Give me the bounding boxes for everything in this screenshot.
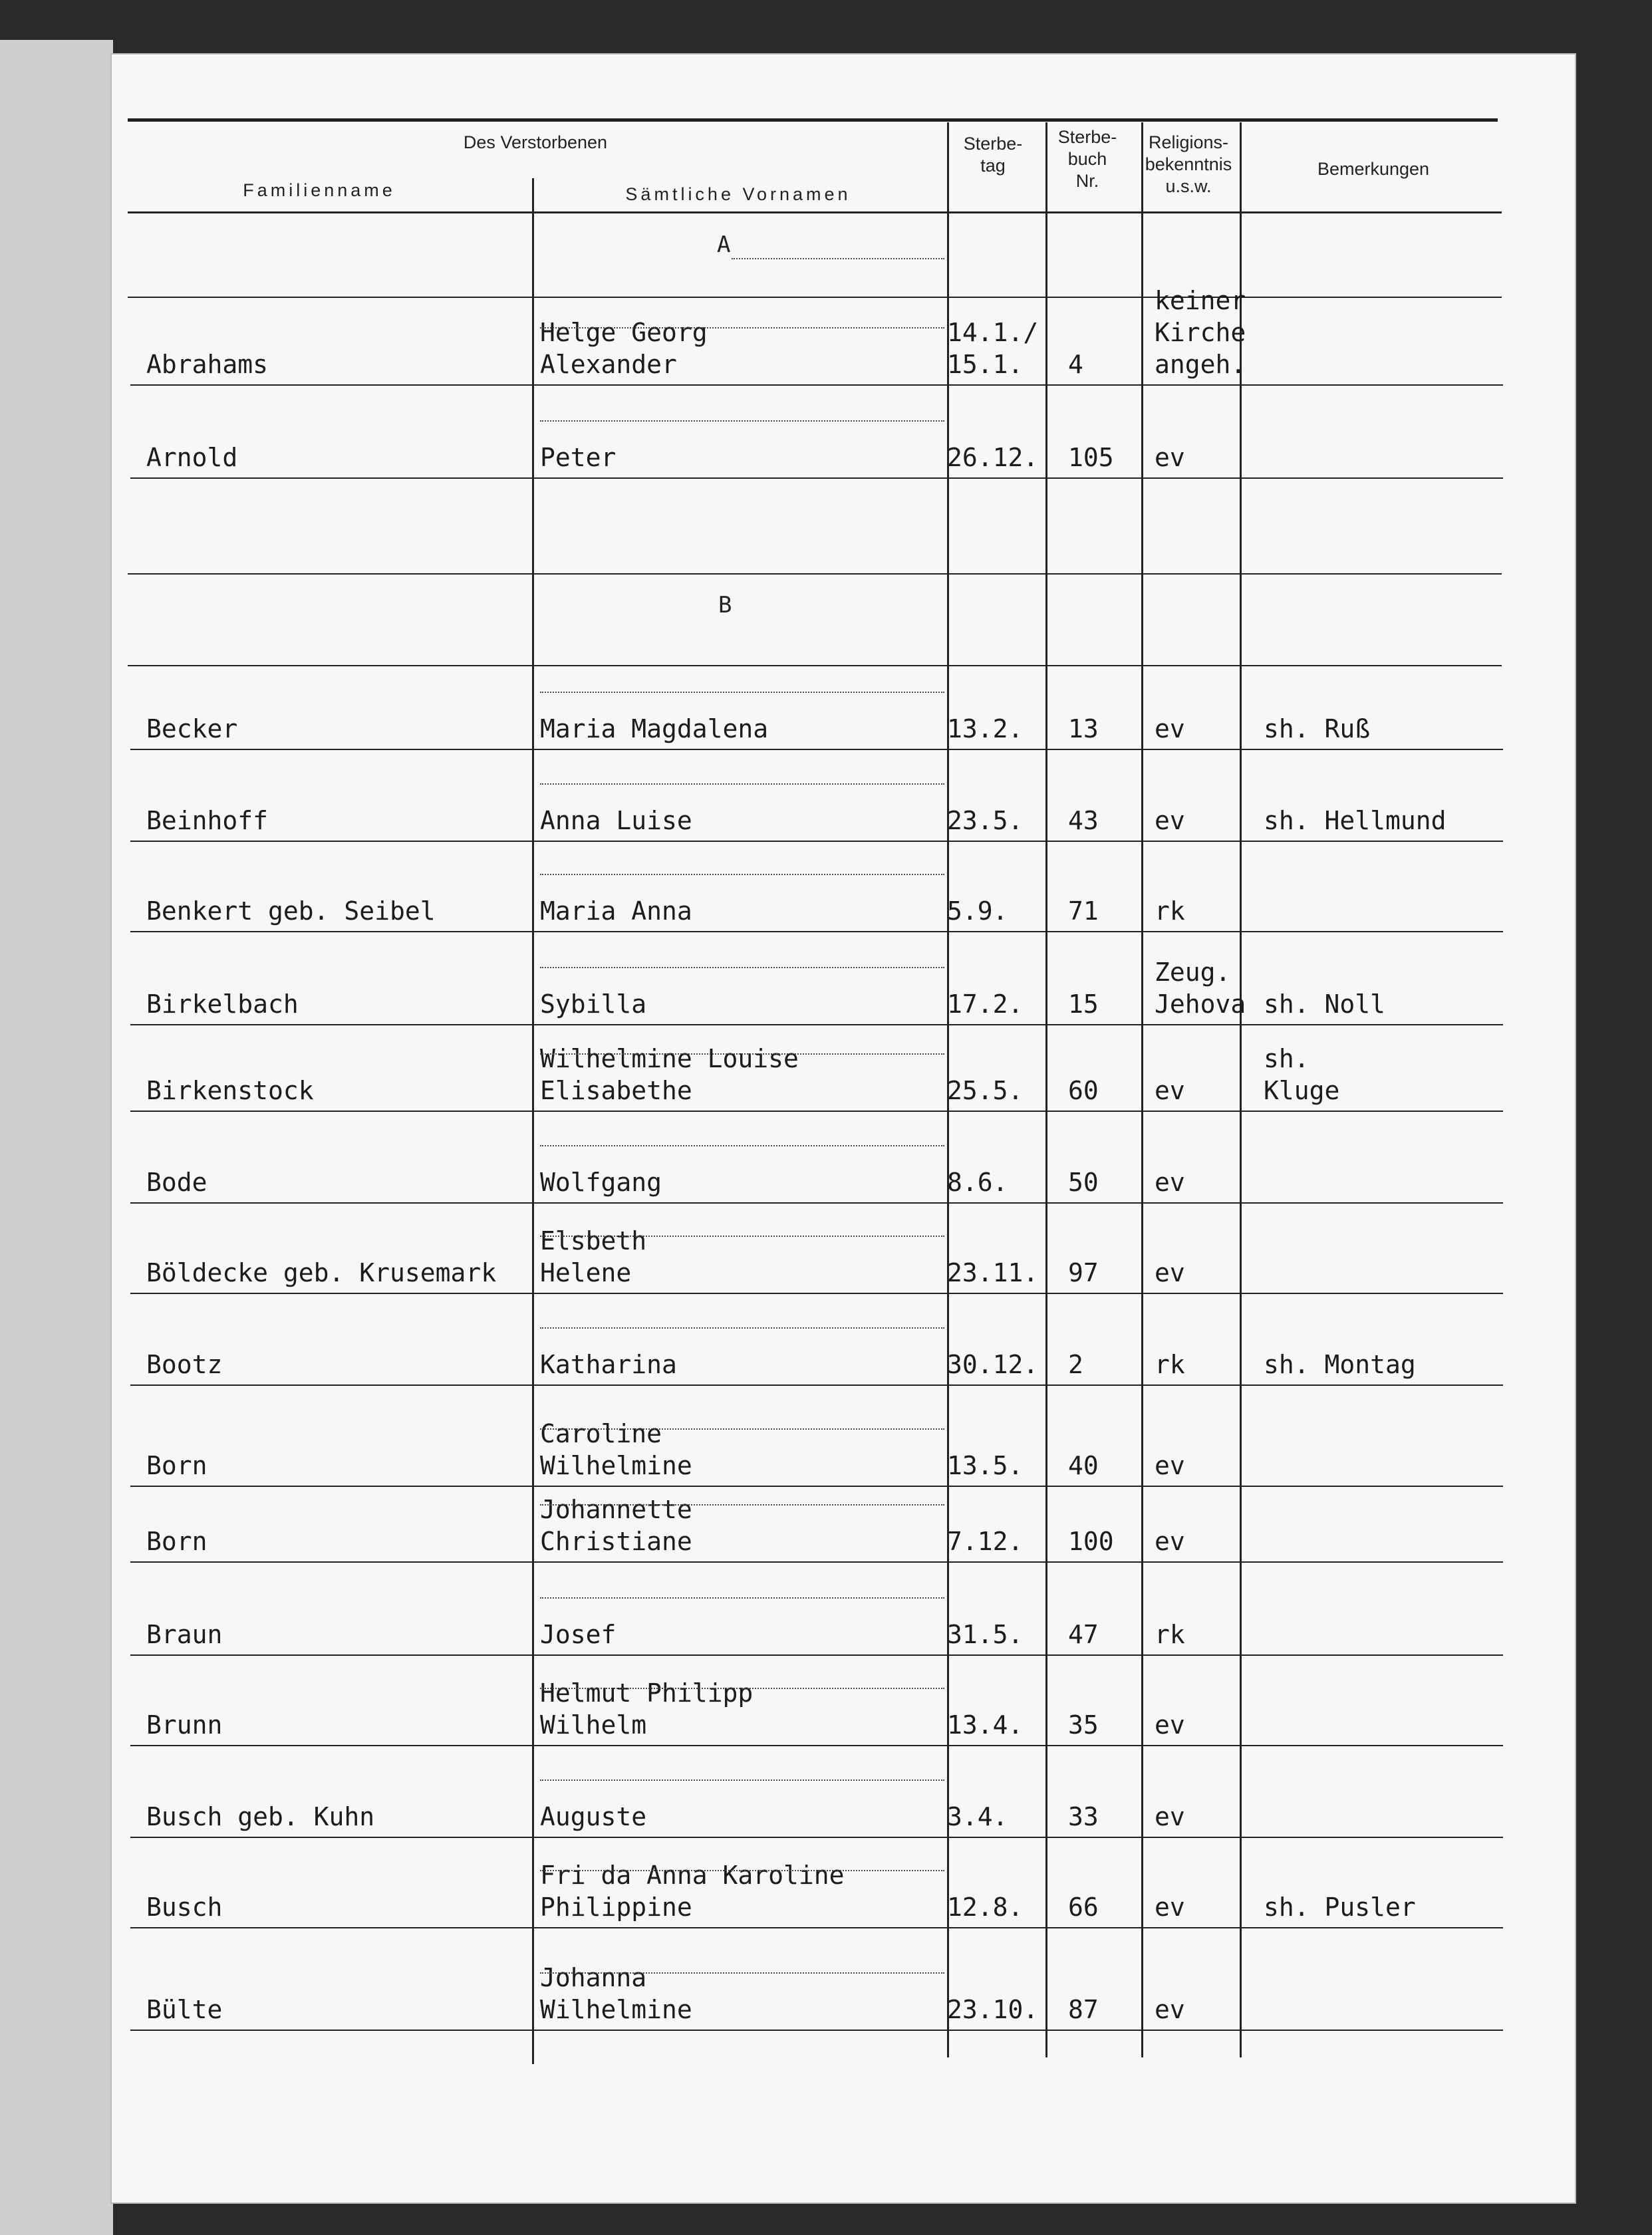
row-book-number: 50: [1068, 1168, 1099, 1197]
row-given-names-line2: Wilhelmine: [540, 1995, 692, 2024]
row-surname-line1: Bülte: [146, 1995, 223, 2024]
row-death-day-line1: 14.1./: [947, 318, 1039, 347]
row-surname-line1: Böldecke geb. Krusemark: [146, 1258, 497, 1287]
row-religion-line1: rk: [1155, 1350, 1185, 1379]
row-given-names-line1: Maria Magdalena: [540, 714, 769, 743]
row-given-names-line2: Wilhelmine: [540, 1451, 692, 1480]
row-dotted-guide: [540, 1145, 944, 1146]
header-given-names: Sämtliche Vornamen: [625, 184, 851, 204]
row-religion-line1: keiner: [1155, 286, 1246, 315]
row-rule: [130, 477, 1503, 479]
row-surname-line1: Becker: [146, 714, 238, 743]
row-given-names-line2: Helene: [540, 1258, 632, 1287]
row-surname-line1: Busch geb. Kuhn: [146, 1802, 375, 1831]
row-rule: [130, 1111, 1503, 1112]
row-given-names-line1: Sybilla: [540, 989, 647, 1019]
row-religion-line1: ev: [1155, 1168, 1185, 1197]
header-surname: Familienname: [243, 180, 396, 200]
row-surname-line1: Birkelbach: [146, 989, 299, 1019]
row-death-day-line1: 23.11.: [947, 1258, 1039, 1287]
row-religion-line1: ev: [1155, 1076, 1185, 1105]
row-dotted-guide: [540, 783, 944, 785]
header-religion-line3: u.s.w.: [1165, 176, 1212, 196]
row-surname-line1: Bootz: [146, 1350, 223, 1379]
row-surname-line1: Braun: [146, 1620, 223, 1649]
row-book-number: 66: [1068, 1893, 1099, 1922]
column-rule-religion: [1240, 122, 1242, 2057]
row-religion-line1: ev: [1155, 1527, 1185, 1556]
row-rule: [130, 1024, 1503, 1025]
section-letter-b: B: [718, 592, 732, 618]
row-religion-line1: ev: [1155, 443, 1185, 472]
header-death-day-line1: Sterbe-: [963, 134, 1023, 154]
row-remark-line1: sh. Ruß: [1264, 714, 1371, 743]
row-rule: [130, 1202, 1503, 1204]
row-death-day-line1: 26.12.: [947, 443, 1039, 472]
row-given-names-line1: Helmut Philipp: [540, 1678, 754, 1708]
row-remark-line1: sh.: [1264, 1044, 1309, 1073]
row-remark-line1: sh. Pusler: [1264, 1893, 1416, 1922]
row-rule: [130, 1927, 1503, 1928]
row-given-names-line2: Philippine: [540, 1893, 692, 1922]
row-book-number: 105: [1068, 443, 1114, 472]
row-religion-line2: Kirche: [1155, 318, 1246, 347]
row-death-day-line1: 25.5.: [947, 1076, 1024, 1105]
row-dotted-guide: [540, 1972, 944, 1974]
row-rule: [130, 1486, 1503, 1487]
row-religion-line1: ev: [1155, 1451, 1185, 1480]
row-rule: [130, 931, 1503, 932]
row-dotted-guide: [540, 1504, 944, 1506]
header-remarks: Bemerkungen: [1317, 159, 1430, 179]
row-given-names-line1: Maria Anna: [540, 896, 692, 926]
header-bottom-rule: [128, 211, 1502, 213]
row-remark-line1: sh. Montag: [1264, 1350, 1416, 1379]
row-book-number: 4: [1068, 350, 1083, 379]
row-religion-line1: rk: [1155, 896, 1185, 926]
section-letter-a: A: [717, 231, 731, 258]
row-surname-line1: Birkenstock: [146, 1076, 314, 1105]
header-book-number-line1: Sterbe-: [1057, 127, 1117, 147]
row-religion-line1: ev: [1155, 806, 1185, 835]
row-religion-line1: ev: [1155, 1893, 1185, 1922]
row-book-number: 97: [1068, 1258, 1099, 1287]
row-death-day-line1: 13.4.: [947, 1710, 1024, 1740]
row-surname-line1: Born: [146, 1527, 207, 1556]
row-surname-line1: Arnold: [146, 443, 238, 472]
row-given-names-line2: Christiane: [540, 1527, 692, 1556]
row-given-names-line1: Wolfgang: [540, 1168, 662, 1197]
row-rule: [130, 1384, 1503, 1386]
column-rule-surname: [532, 178, 534, 2064]
row-book-number: 13: [1068, 714, 1099, 743]
row-dotted-guide: [540, 327, 944, 329]
row-dotted-guide: [540, 1053, 944, 1055]
row-given-names-line1: Wilhelmine Louise: [540, 1044, 799, 1073]
row-given-names-line1: Caroline: [540, 1419, 662, 1448]
row-surname-line1: Born: [146, 1451, 207, 1480]
row-death-day-line1: 3.4.: [947, 1802, 1008, 1831]
column-rule-day: [1045, 122, 1047, 2057]
header-book-number-line3: Nr.: [1075, 171, 1099, 191]
row-given-names-line1: Katharina: [540, 1350, 677, 1379]
header-group-label: Des Verstorbenen: [463, 132, 608, 152]
row-rule: [130, 1654, 1503, 1656]
row-death-day-line1: 17.2.: [947, 989, 1024, 1019]
row-given-names-line1: Johannette: [540, 1495, 692, 1524]
section-b-rule: [128, 665, 1502, 666]
row-rule: [130, 1745, 1503, 1746]
row-death-day-line1: 31.5.: [947, 1620, 1024, 1649]
row-dotted-guide: [540, 1870, 944, 1871]
row-death-day-line1: 13.2.: [947, 714, 1024, 743]
row-religion-line1: rk: [1155, 1620, 1185, 1649]
row-death-day-line1: 5.9.: [947, 896, 1008, 926]
row-rule: [130, 749, 1503, 750]
row-book-number: 43: [1068, 806, 1099, 835]
row-religion-line1: Zeug.: [1155, 958, 1231, 987]
row-book-number: 15: [1068, 989, 1099, 1019]
row-religion-line1: ev: [1155, 1802, 1185, 1831]
row-given-names-line1: Elsbeth: [540, 1226, 647, 1255]
row-rule: [130, 384, 1503, 386]
row-death-day-line1: 13.5.: [947, 1451, 1024, 1480]
row-given-names-line1: Auguste: [540, 1802, 647, 1831]
row-dotted-guide: [540, 874, 944, 875]
row-surname-line1: Beinhoff: [146, 806, 269, 835]
row-dotted-guide: [540, 1327, 944, 1329]
header-religion: [1139, 132, 1238, 197]
row-dotted-guide: [540, 1688, 944, 1689]
row-given-names-line1: Anna Luise: [540, 806, 692, 835]
row-surname-line1: Benkert geb. Seibel: [146, 896, 436, 926]
row-book-number: 47: [1068, 1620, 1099, 1649]
row-religion-line1: ev: [1155, 1258, 1185, 1287]
section-b-top-rule: [128, 573, 1502, 575]
row-book-number: 33: [1068, 1802, 1099, 1831]
row-dotted-guide: [540, 1428, 944, 1430]
section-a-rule: [128, 297, 1502, 298]
row-given-names-line1: Fri da Anna Karoline: [540, 1861, 845, 1890]
row-religion-line3: angeh.: [1155, 350, 1246, 379]
row-rule: [130, 1561, 1503, 1563]
row-dotted-guide: [540, 1779, 944, 1781]
row-rule: [130, 1837, 1503, 1838]
row-given-names-line2: Alexander: [540, 350, 677, 379]
row-religion-line1: ev: [1155, 714, 1185, 743]
row-rule: [130, 2030, 1503, 2031]
row-surname-line1: Bode: [146, 1168, 207, 1197]
row-given-names-line1: Johanna: [540, 1963, 647, 1992]
row-surname-line1: Brunn: [146, 1710, 223, 1740]
row-religion-line2: Jehova: [1155, 989, 1246, 1019]
row-remark-line1: sh. Noll: [1264, 989, 1386, 1019]
row-death-day-line1: 23.10.: [947, 1995, 1039, 2024]
row-surname-line1: Abrahams: [146, 350, 269, 379]
header-death-day-line2: tag: [980, 156, 1006, 176]
row-dotted-guide: [540, 420, 944, 422]
row-death-day-line1: 8.6.: [947, 1168, 1008, 1197]
column-rule-book: [1141, 122, 1143, 2057]
row-death-day-line1: 30.12.: [947, 1350, 1039, 1379]
header-top-rule: [128, 118, 1498, 122]
row-given-names-line2: Wilhelm: [540, 1710, 647, 1740]
row-rule: [130, 841, 1503, 842]
header-book-number-line2: buch: [1067, 149, 1107, 169]
header-religion-line2: bekenntnis: [1145, 154, 1232, 174]
row-given-names-line1: Josef: [540, 1620, 617, 1649]
row-dotted-guide: [540, 1597, 944, 1599]
previous-page-edge: [0, 40, 113, 2235]
row-religion-line1: ev: [1155, 1710, 1185, 1740]
header-religion-line1: Religions-: [1148, 132, 1229, 152]
row-given-names-line2: Elisabethe: [540, 1076, 692, 1105]
row-death-day-line2: 15.1.: [947, 350, 1024, 379]
section-letter-a-dots: [732, 258, 944, 259]
row-dotted-guide: [540, 1236, 944, 1237]
row-book-number: 71: [1068, 896, 1099, 926]
row-book-number: 87: [1068, 1995, 1099, 2024]
row-death-day-line1: 7.12.: [947, 1527, 1024, 1556]
header-death-day: [950, 133, 1036, 177]
row-death-day-line1: 23.5.: [947, 806, 1024, 835]
row-book-number: 60: [1068, 1076, 1099, 1105]
header-book-number: [1044, 126, 1131, 192]
row-dotted-guide: [540, 692, 944, 693]
row-death-day-line1: 12.8.: [947, 1893, 1024, 1922]
row-given-names-line1: Helge Georg: [540, 318, 708, 347]
row-book-number: 2: [1068, 1350, 1083, 1379]
row-book-number: 35: [1068, 1710, 1099, 1740]
row-surname-line1: Busch: [146, 1893, 223, 1922]
row-dotted-guide: [540, 967, 944, 968]
row-book-number: 100: [1068, 1527, 1114, 1556]
row-given-names-line1: Peter: [540, 443, 617, 472]
row-remark-line2: Kluge: [1264, 1076, 1340, 1105]
row-rule: [130, 1293, 1503, 1294]
row-book-number: 40: [1068, 1451, 1099, 1480]
row-remark-line1: sh. Hellmund: [1264, 806, 1446, 835]
row-religion-line1: ev: [1155, 1995, 1185, 2024]
